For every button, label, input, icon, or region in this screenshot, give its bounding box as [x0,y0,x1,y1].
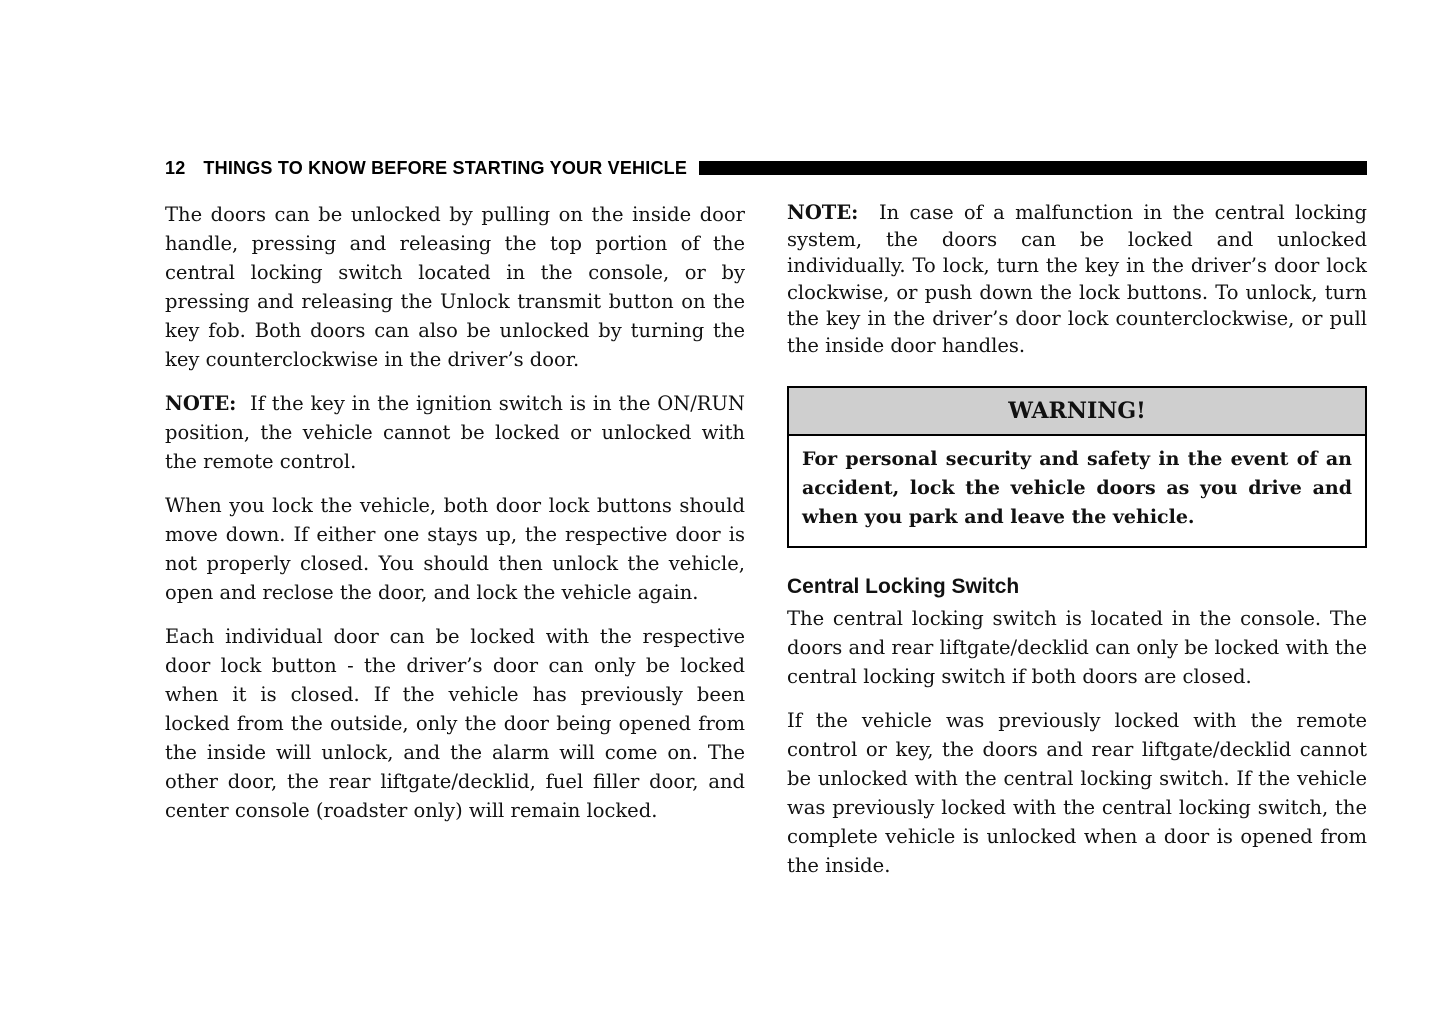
warning-box [787,386,1367,548]
page-header [165,157,1367,179]
left-column [165,200,745,840]
paragraph-lock-buttons: When you lock the vehicle, both door lock buttons should move down. If either one stays up, the respective door is not properly closed. You should then unlock the vehicle, open and reclose the door, and lock the vehicle again. [165,494,745,604]
page-number: 12 [165,157,186,178]
note-label: NOTE: [165,392,237,415]
right-column [787,200,1367,895]
note-label: NOTE: [787,201,859,224]
note-malfunction [787,200,1367,360]
paragraph-switch-behavior: If the vehicle was previously locked with the remote control or key, the doors and rear liftgate/decklid cannot be unlocked with the central locking switch. If the vehicle was previously locked with the central locking switch, the complete vehicle is unlocked when a door is opened from the inside. [787,708,1367,877]
note-text: In case of a malfunction in the central locking system, the doors can be locked and unlocked individually. To lock, turn the key in the driver’s door lock clockwise, or push down the lock buttons. To unlock, turn the key in the driver’s door lock counterclockwise, or pull the inside door handles. [787,201,1367,357]
warning-text: For personal security and safety in the event of an accident, lock the vehicle doors as you drive and when you park and leave the vehicle. [802,447,1352,528]
section-title: THINGS TO KNOW BEFORE STARTING YOUR VEHICLE [203,157,688,178]
header-rule [699,161,1367,175]
note-ignition [165,389,745,476]
warning-title: WARNING! [789,388,1365,436]
paragraph-switch-location: The central locking switch is located in the console. The doors and rear liftgate/decklid can only be locked with the central locking switch if both doors are closed. [787,606,1367,688]
note-text: If the key in the ignition switch is in the ON/RUN position, the vehicle cannot be locked or unlocked with the remote control. [165,392,745,473]
header-text [165,158,687,179]
section-heading: Central Locking Switch [787,574,1020,598]
paragraph-individual-door: Each individual door can be locked with the respective door lock button - the driver’s door can only be locked when it is closed. If the vehicle has previously been locked from the outside, only the door being opened from the inside will unlock, and the alarm will come on. The other door, the rear liftgate/decklid, fuel filler door, and center console (roadster only) will remain locked. [165,625,745,822]
paragraph-unlock-methods: The doors can be unlocked by pulling on the inside door handle, pressing and releasing the top portion of the central locking switch located in the console, or by pressing and releasing the Unlock transmit button on the key fob. Both doors can also be unlocked by turning the key counterclockwise in the driver’s door. [165,203,745,371]
